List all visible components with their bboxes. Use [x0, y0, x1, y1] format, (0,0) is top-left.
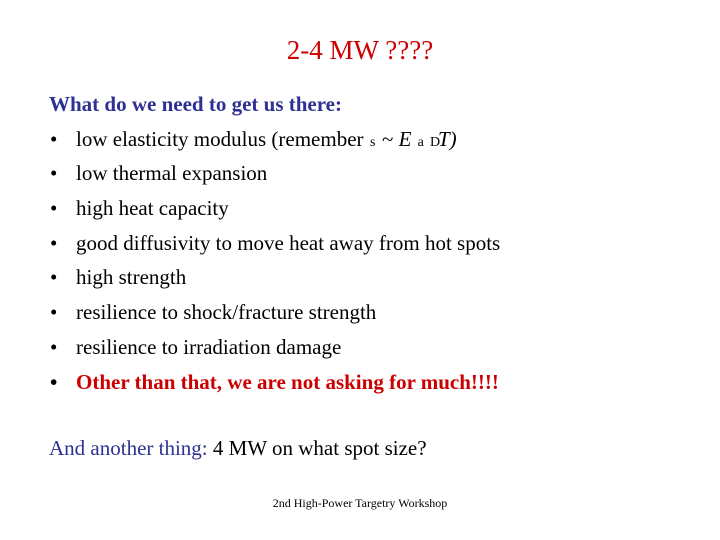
item-text: good diffusivity to move heat away from hot spots [76, 230, 501, 255]
modulus-symbol: E [398, 126, 412, 151]
requirements-list [49, 124, 709, 402]
delta-symbol: D [429, 134, 441, 150]
bullet-dot: • [50, 196, 58, 221]
slide-footer: 2nd High-Power Targetry Workshop [272, 496, 448, 510]
tilde-text: ~ [376, 126, 399, 151]
list-item [49, 262, 709, 297]
item-text: Other than that, we are not asking for much!!!! [76, 369, 499, 394]
sigma-symbol: s [370, 134, 376, 150]
bullet-dot: • [50, 161, 58, 186]
bullet-dot: • [50, 334, 58, 359]
item-text: resilience to shock/fracture strength [76, 300, 377, 325]
item-text: resilience to irradiation damage [76, 334, 342, 359]
closing-prefix: And another thing: [49, 436, 208, 460]
list-item [49, 297, 709, 332]
item-text: high strength [76, 265, 187, 290]
item-text: low elasticity modulus (remember [76, 126, 369, 151]
slide-body [49, 89, 709, 401]
bullet-dot: • [50, 369, 58, 394]
bullet-dot: • [50, 230, 58, 255]
closing-text: 4 MW on what spot size? [207, 436, 427, 460]
list-item [49, 228, 709, 263]
item-text: high heat capacity [76, 196, 229, 221]
list-item [49, 158, 709, 193]
temperature-symbol: T) [437, 126, 457, 151]
closing-question [49, 433, 427, 463]
list-item [49, 332, 709, 367]
bullet-dot: • [50, 300, 58, 325]
slide-title: 2-4 MW ???? [286, 35, 434, 65]
list-item [49, 193, 709, 228]
alpha-symbol: a [417, 134, 424, 150]
list-item-emphasis [49, 367, 709, 402]
item-text: low thermal expansion [76, 161, 268, 186]
lead-question: What do we need to get us there: [49, 92, 342, 116]
bullet-dot: • [50, 126, 58, 151]
bullet-dot: • [50, 265, 58, 290]
list-item [49, 124, 709, 159]
